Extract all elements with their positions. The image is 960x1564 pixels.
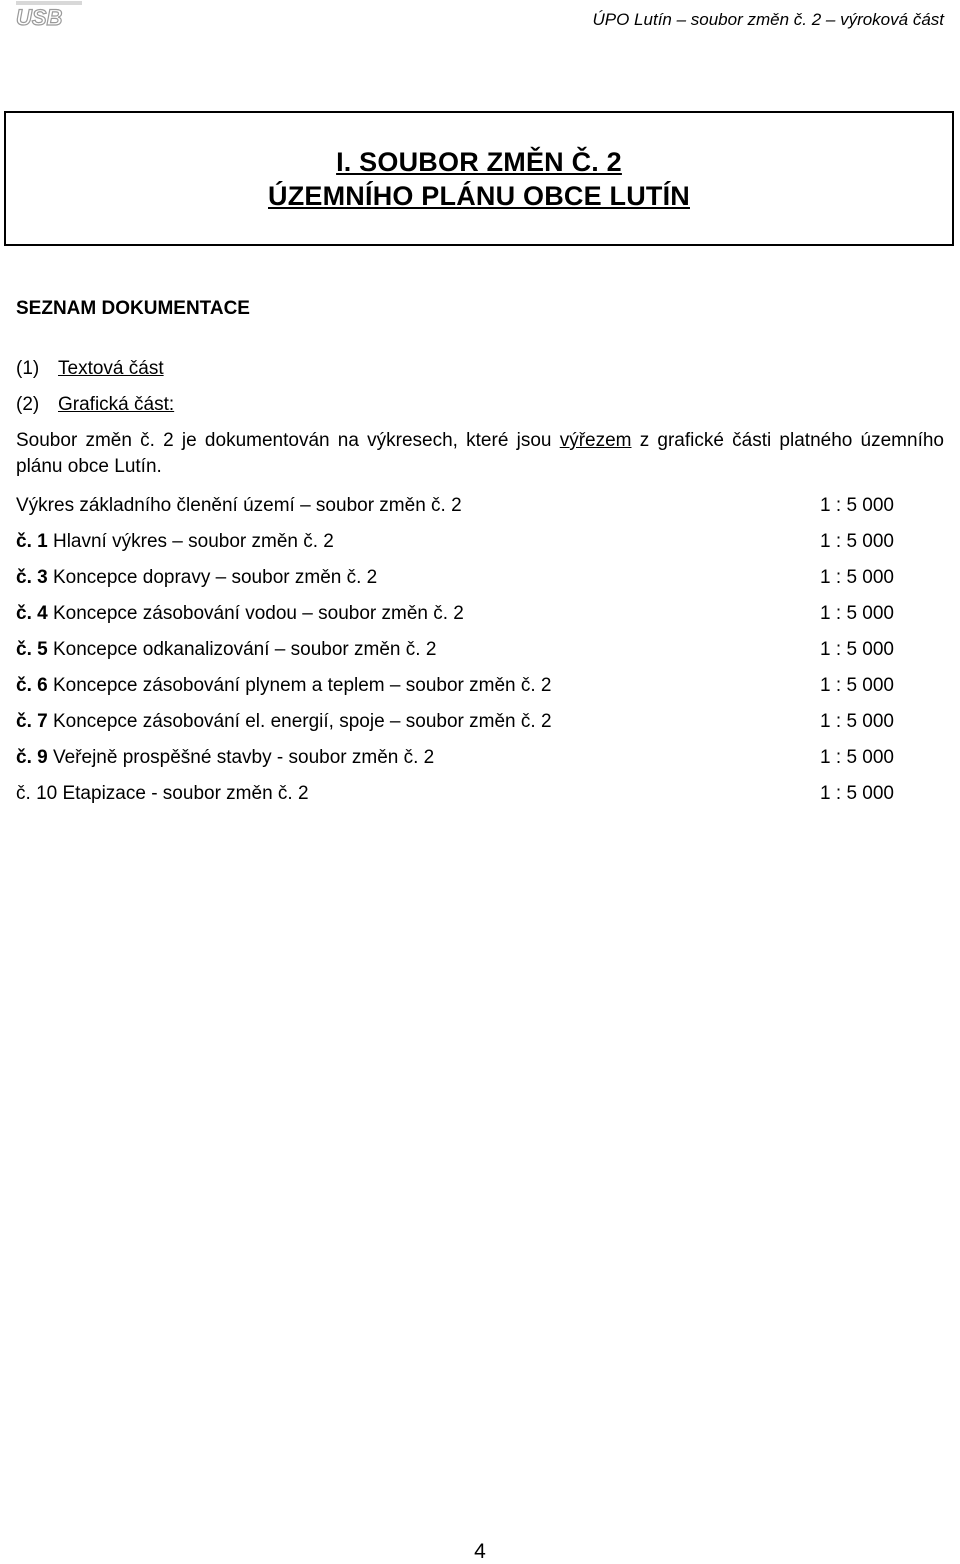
drawing-scale: 1 : 5 000 bbox=[820, 747, 894, 768]
intro-paragraph bbox=[16, 428, 944, 480]
drawing-row bbox=[16, 495, 894, 519]
drawing-prefix: č. bbox=[16, 603, 38, 624]
drawing-prefix: č. bbox=[16, 747, 38, 768]
drawing-name: Koncepce zásobování plynem a teplem – soubor změn č. 2 bbox=[52, 675, 552, 696]
drawing-prefix: č. bbox=[16, 567, 38, 588]
drawing-row bbox=[16, 639, 894, 663]
part-number: (1) bbox=[16, 358, 40, 379]
drawing-prefix: č. bbox=[16, 675, 38, 696]
svg-text:USB: USB bbox=[16, 5, 63, 28]
header-title: ÚPO Lutín – soubor změn č. 2 – výroková část bbox=[592, 10, 944, 29]
intro-text-underlined: výřezem bbox=[559, 430, 632, 451]
drawing-prefix: č. bbox=[16, 639, 38, 660]
drawing-row bbox=[16, 603, 894, 627]
drawing-name: Etapizace - soubor změn č. 2 bbox=[62, 783, 309, 804]
drawing-scale: 1 : 5 000 bbox=[820, 603, 894, 624]
title-box bbox=[4, 111, 954, 246]
drawing-prefix: č. bbox=[16, 711, 38, 732]
part-item-graphics bbox=[16, 394, 174, 416]
drawing-scale: 1 : 5 000 bbox=[820, 711, 894, 732]
drawing-row bbox=[16, 675, 894, 699]
part-number: (2) bbox=[16, 394, 40, 415]
page-number: 4 bbox=[474, 1540, 486, 1563]
drawing-number: 7 bbox=[37, 711, 48, 732]
drawing-scale: 1 : 5 000 bbox=[820, 639, 894, 660]
part-label: Grafická část: bbox=[58, 394, 175, 415]
drawing-name: Koncepce dopravy – soubor změn č. 2 bbox=[52, 567, 378, 588]
drawing-number: 1 bbox=[37, 531, 48, 552]
drawing-number: 4 bbox=[37, 603, 48, 624]
drawing-name: Koncepce odkanalizování – soubor změn č. 2 bbox=[52, 639, 437, 660]
drawing-number: 9 bbox=[37, 747, 48, 768]
part-label: Textová část bbox=[58, 358, 164, 379]
drawing-scale: 1 : 5 000 bbox=[820, 531, 894, 552]
drawing-prefix: č. bbox=[16, 783, 37, 804]
part-item-text bbox=[16, 358, 164, 380]
drawing-name: Výkres základního členění území – soubor změn č. 2 bbox=[16, 495, 462, 516]
drawing-prefix: č. bbox=[16, 531, 38, 552]
drawing-scale: 1 : 5 000 bbox=[820, 783, 894, 804]
intro-text-before: Soubor změn č. 2 je dokumentován na výkresech, které jsou bbox=[16, 430, 560, 451]
drawing-scale: 1 : 5 000 bbox=[820, 567, 894, 588]
drawing-row bbox=[16, 567, 894, 591]
drawing-number: 10 bbox=[36, 783, 58, 804]
drawing-row bbox=[16, 711, 894, 735]
drawing-row bbox=[16, 783, 894, 807]
drawing-row bbox=[16, 747, 894, 771]
intro-text-after: z grafické části platného územního plánu obce Lutín. bbox=[16, 430, 944, 477]
drawing-number: 5 bbox=[37, 639, 48, 660]
usb-logo bbox=[14, 0, 84, 28]
drawing-scale: 1 : 5 000 bbox=[820, 495, 894, 516]
section-heading: SEZNAM DOKUMENTACE bbox=[16, 298, 250, 319]
drawing-name: Veřejně prospěšné stavby - soubor změn č. 2 bbox=[52, 747, 435, 768]
title-line-1: I. SOUBOR ZMĚN Č. 2 bbox=[336, 146, 622, 177]
drawing-row bbox=[16, 531, 894, 555]
drawing-name: Hlavní výkres – soubor změn č. 2 bbox=[52, 531, 334, 552]
title-line-2: ÚZEMNÍHO PLÁNU OBCE LUTÍN bbox=[268, 180, 690, 211]
drawing-number: 6 bbox=[37, 675, 48, 696]
drawing-name: Koncepce zásobování vodou – soubor změn č. 2 bbox=[52, 603, 464, 624]
drawing-name: Koncepce zásobování el. energií, spoje – soubor změn č. 2 bbox=[52, 711, 552, 732]
drawing-scale: 1 : 5 000 bbox=[820, 675, 894, 696]
drawing-number: 3 bbox=[37, 567, 48, 588]
